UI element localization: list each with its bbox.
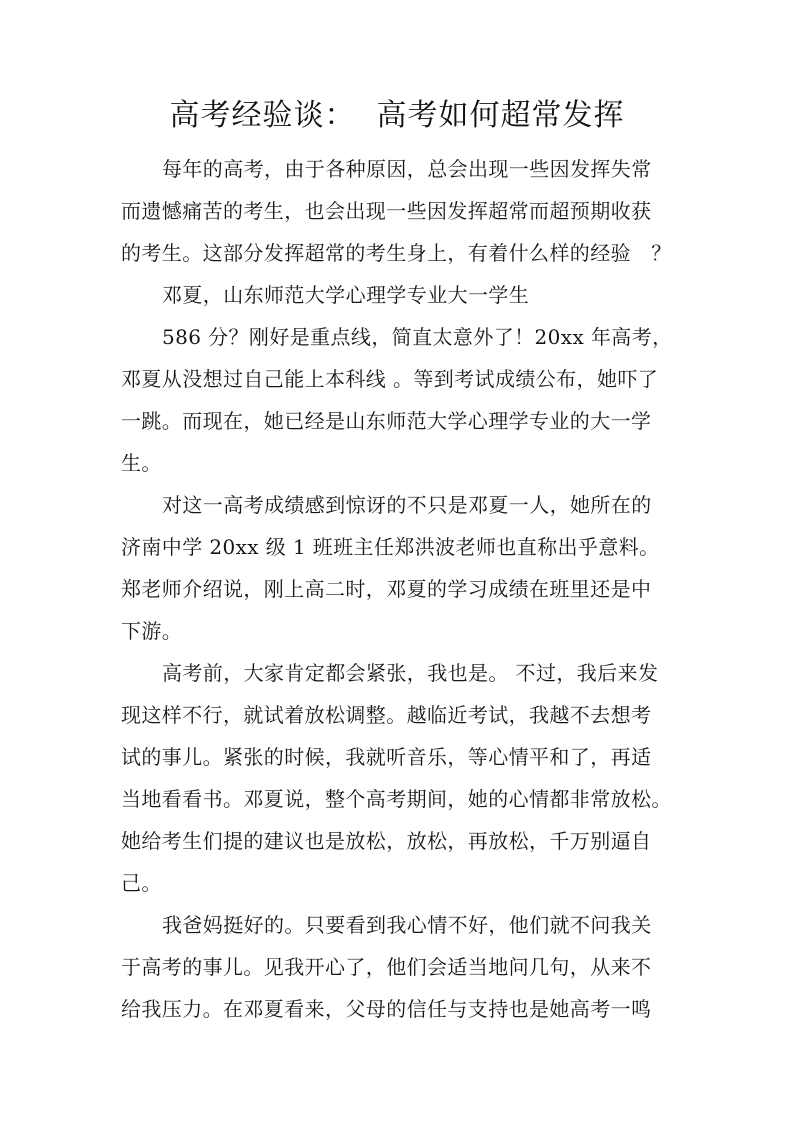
paragraph-5-line-1: 我爸妈挺好的。只要看到我心情不好，他们就不问我关 (162, 913, 652, 937)
paragraph-2-line-2: 邓夏从没想过自己能上本科线 。等到考试成绩公布，她吓了 (121, 367, 659, 391)
paragraph-1-line-3: 的考生。这部分发挥超常的考生身上，有着什么样的经验 ？ (121, 241, 672, 265)
subject-line: 邓夏，山东师范大学心理学专业大一学生 (162, 283, 530, 307)
paragraph-2-line-3: 一跳。而现在，她已经是山东师范大学心理学专业的大一学 (121, 409, 652, 433)
paragraph-2-line-1: 586 分？刚好是重点线，简直太意外了！20xx 年高考， (162, 325, 673, 349)
paragraph-4-line-4: 当地看看书。邓夏说，整个高考期间，她的心情都非常放松。 (121, 787, 672, 811)
document-title: 高考经验谈： 高考如何超常发挥 (169, 98, 625, 133)
paragraph-5-line-3: 给我压力。在邓夏看来，父母的信任与支持也是她高考一鸣 (121, 997, 652, 1021)
paragraph-3-line-3: 郑老师介绍说，刚上高二时，邓夏的学习成绩在班里还是中 (121, 577, 652, 601)
paragraph-4-line-6: 己。 (121, 871, 162, 895)
paragraph-3-line-2: 济南中学 20xx 级 1 班班主任郑洪波老师也直称出乎意料。 (121, 535, 660, 559)
paragraph-5-line-2: 于高考的事儿。见我开心了，他们会适当地问几句，从来不 (121, 955, 652, 979)
paragraph-1-line-2: 而遗憾痛苦的考生，也会出现一些因发挥超常而超预期收获 (121, 199, 652, 223)
paragraph-4-line-3: 试的事儿。紧张的时候，我就听音乐，等心情平和了，再适 (121, 745, 652, 769)
paragraph-3-line-1: 对这一高考成绩感到惊讶的不只是邓夏一人，她所在的 (162, 493, 652, 517)
paragraph-4-line-2: 现这样不行，就试着放松调整。越临近考试，我越不去想考 (121, 703, 652, 727)
paragraph-3-line-4: 下游。 (121, 619, 183, 643)
paragraph-4-line-1: 高考前，大家肯定都会紧张，我也是。 不过，我后来发 (162, 661, 659, 685)
paragraph-2-line-4: 生。 (121, 451, 162, 475)
paragraph-4-line-5: 她给考生们提的建议也是放松，放松，再放松，千万别逼自 (121, 829, 652, 853)
paragraph-1-line-1: 每年的高考，由于各种原因，总会出现一些因发挥失常 (162, 157, 652, 181)
